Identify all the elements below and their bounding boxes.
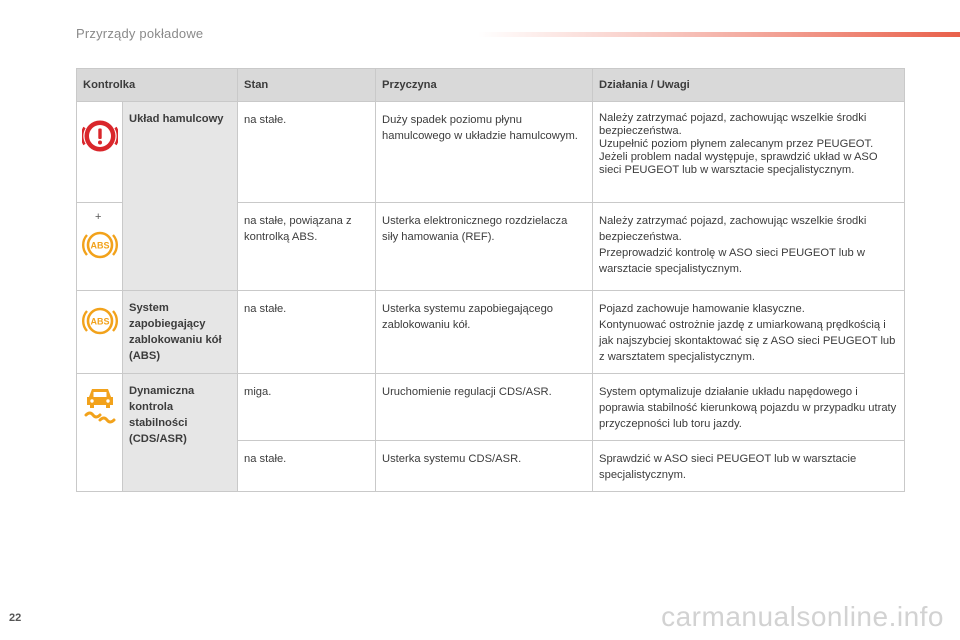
status-cell: na stałe, powiązana z kontrolką ABS. (238, 203, 376, 291)
action-line: Pojazd zachowuje hamowanie klasyczne. (599, 303, 805, 315)
cause-cell: Duży spadek poziomu płynu hamulcowego w układzie hamulcowym. (376, 102, 593, 203)
table-row (77, 291, 905, 374)
icon-cell (77, 102, 123, 203)
status-cell: na stałe. (238, 102, 376, 203)
cause-cell: Usterka systemu zapobiegającego zablokowaniu kół. (376, 291, 593, 374)
status-cell: miga. (238, 374, 376, 441)
header-accent-bar (478, 32, 960, 37)
watermark: carmanualsonline.info (661, 601, 944, 632)
svg-text:ABS: ABS (89, 240, 110, 251)
action-line: Przeprowadzić kontrolę w ASO sieci PEUGEOT lub w warsztacie specjalistycznym. (599, 247, 865, 275)
warning-name: Dynamiczna kontrola stabilności (CDS/ASR) (123, 374, 238, 492)
table-row (77, 374, 905, 441)
abs-warning-icon (81, 305, 119, 342)
page-section-title: Przyrządy pokładowe (76, 26, 204, 41)
column-header-stan: Stan (238, 69, 376, 102)
action-cell (593, 102, 905, 203)
action-cell (593, 441, 905, 492)
action-line: System optymalizuje działanie układu napędowego i poprawia stabilność kierunkową pojazdu w przypadku utraty przyczepności lub toru jazdy. (599, 386, 897, 430)
table-header-row (77, 69, 905, 102)
action-line: Jeżeli problem nadal występuje, sprawdzić układ w ASO sieci PEUGEOT lub w warsztacie specjalistycznym. (599, 151, 878, 176)
action-cell (593, 374, 905, 441)
page-number: 22 (9, 612, 22, 624)
warning-name: Układ hamulcowy (123, 102, 238, 291)
action-line: Kontynuować ostrożnie jazdę z umiarkowaną prędkością i jak najszybciej skontaktować się z ASO sieci PEUGEOT lub z warsztatem specjalistycznym. (599, 319, 896, 363)
status-cell: na stałe. (238, 291, 376, 374)
cause-cell: Usterka systemu CDS/ASR. (376, 441, 593, 492)
svg-text:ABS: ABS (89, 316, 110, 327)
warning-lights-table (76, 68, 905, 492)
action-line: Należy zatrzymać pojazd, zachowując wszelkie środki bezpieczeństwa. (599, 112, 867, 137)
column-header-przyczyna: Przyczyna (376, 69, 593, 102)
brake-warning-icon (82, 118, 118, 159)
status-cell: na stałe. (238, 441, 376, 492)
action-line: Sprawdzić w ASO sieci PEUGEOT lub w warsztacie specjalistycznym. (599, 453, 857, 481)
action-cell (593, 203, 905, 291)
icon-cell (77, 291, 123, 374)
column-header-dzialania: Działania / Uwagi (593, 69, 905, 102)
plus-sign: + (95, 211, 102, 223)
table-row (77, 102, 905, 203)
action-cell (593, 291, 905, 374)
cause-cell: Uruchomienie regulacji CDS/ASR. (376, 374, 593, 441)
action-line: Uzupełnić poziom płynem zalecanym przez PEUGEOT. (599, 138, 874, 150)
warning-name: System zapobiegający zablokowaniu kół (ABS) (123, 291, 238, 374)
action-line: Należy zatrzymać pojazd, zachowując wszelkie środki bezpieczeństwa. (599, 215, 867, 243)
column-header-kontrolka: Kontrolka (77, 69, 238, 102)
icon-cell (77, 203, 123, 291)
cause-cell: Usterka elektronicznego rozdzielacza siły hamowania (REF). (376, 203, 593, 291)
abs-warning-icon (81, 229, 119, 266)
stability-control-icon (83, 384, 117, 429)
icon-cell (77, 374, 123, 492)
